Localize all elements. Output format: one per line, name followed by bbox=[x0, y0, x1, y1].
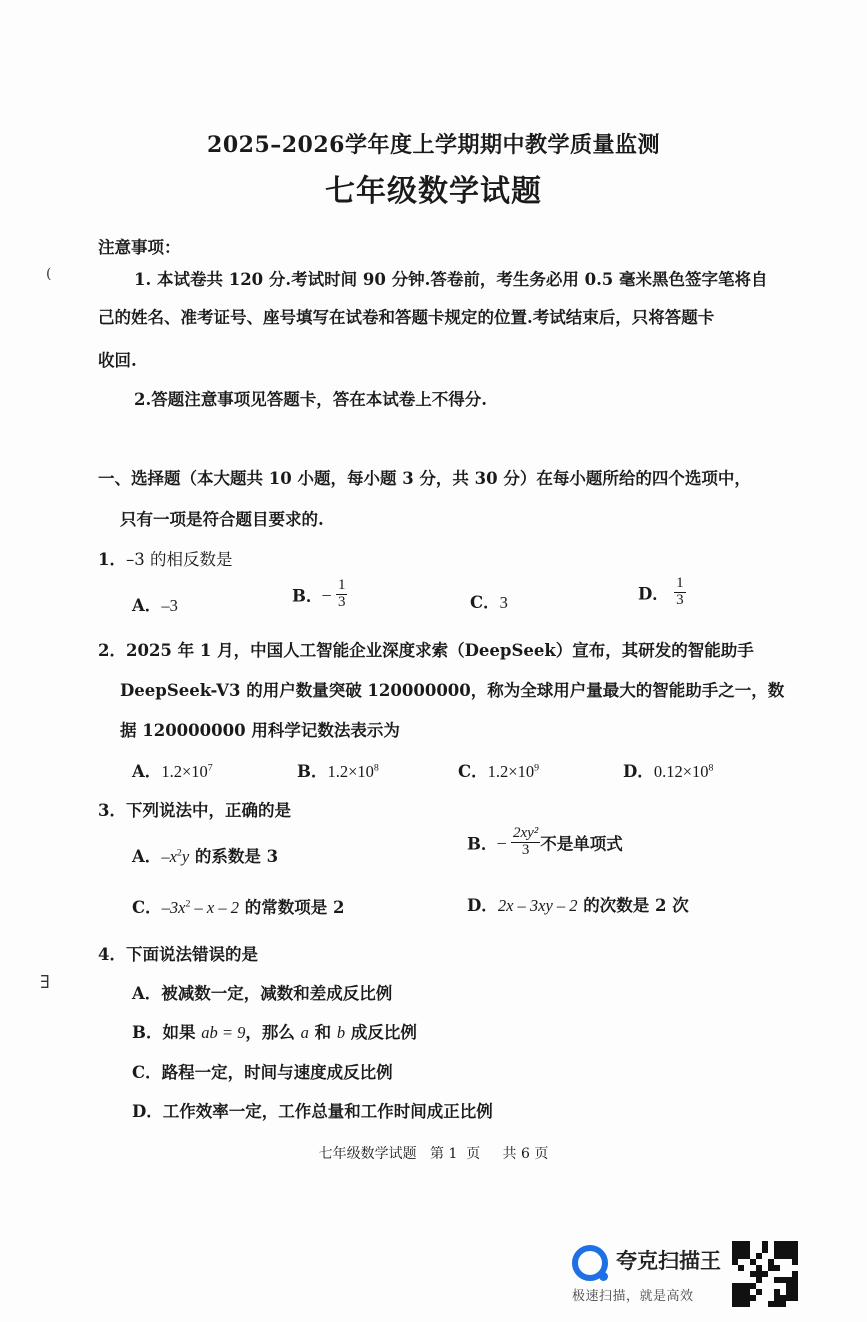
question-1 bbox=[98, 546, 232, 570]
option-label: A． bbox=[132, 847, 162, 866]
option-label: A． bbox=[132, 762, 162, 781]
option-label: D． bbox=[623, 762, 654, 781]
option-text: 的次数是 2 次 bbox=[577, 896, 689, 915]
option-sign: – bbox=[497, 832, 506, 852]
watermark-brand: 夸克扫描王 bbox=[616, 1249, 721, 1273]
numerator: 1 bbox=[337, 577, 346, 593]
q3-option-c bbox=[132, 894, 344, 918]
option-text: 不是单项式 bbox=[540, 834, 623, 854]
option-label: D． bbox=[638, 584, 669, 604]
math-expr: y bbox=[181, 847, 190, 866]
q1-option-d bbox=[638, 576, 686, 609]
math-expr: –x bbox=[161, 847, 177, 866]
math-var: b bbox=[336, 1023, 346, 1042]
q2-option-b bbox=[297, 758, 379, 782]
notice-item-2: 2.答题注意事项见答题卡，答在本试卷上不得分. bbox=[134, 390, 487, 409]
option-sign: – bbox=[322, 584, 331, 604]
math-expr: ab = 9 bbox=[201, 1023, 246, 1042]
option-label: D． bbox=[467, 896, 498, 915]
exponent: 8 bbox=[708, 762, 714, 774]
option-label: C． bbox=[458, 762, 488, 781]
option-text: 成反比例 bbox=[345, 1023, 417, 1042]
notice-item-1-cont: 己的姓名、准考证号、座号填写在试卷和答题卡规定的位置.考试结束后，只将答题卡 bbox=[98, 308, 715, 327]
fraction bbox=[336, 578, 348, 611]
option-text: 的常数项是 2 bbox=[238, 898, 345, 917]
notice-heading: 注意事项： bbox=[98, 238, 181, 257]
margin-mark: ( bbox=[46, 266, 52, 282]
option-label: A． bbox=[132, 596, 162, 615]
option-value: 1.2×10 bbox=[327, 762, 374, 781]
question-stem-cont: DeepSeek-V3 的用户数量突破 120000000，称为全球用户量最大的智能助手之一，数 bbox=[120, 681, 785, 700]
option-value: 3 bbox=[499, 593, 508, 612]
q4-option-a: A．被减数一定，减数和差成反比例 bbox=[132, 984, 393, 1003]
numerator: 1 bbox=[676, 575, 684, 591]
exponent: 7 bbox=[207, 762, 213, 774]
option-label: B． bbox=[292, 586, 323, 606]
q3-option-a bbox=[132, 843, 278, 867]
math-expr: –3x bbox=[161, 898, 186, 917]
denominator: 3 bbox=[337, 593, 346, 610]
option-text: 和 bbox=[308, 1023, 337, 1042]
math-expr: 2x – 3xy – 2 bbox=[497, 896, 578, 915]
exponent: 2 bbox=[176, 847, 182, 859]
question-4 bbox=[98, 941, 258, 965]
scanner-watermark bbox=[572, 1241, 802, 1307]
option-text: 的系数是 3 bbox=[189, 847, 279, 866]
question-stem: 下列说法中，正确的是 bbox=[125, 801, 291, 820]
question-number: 3． bbox=[98, 801, 126, 820]
exam-subtitle: 2025–2026学年度上学期期中教学质量监测 bbox=[207, 132, 660, 158]
q1-option-b bbox=[292, 578, 347, 611]
section-heading-cont: 只有一项是符合题目要求的. bbox=[120, 510, 324, 529]
fraction bbox=[674, 576, 686, 609]
question-number: 2． bbox=[98, 641, 126, 660]
question-stem: 2025 年 1 月，中国人工智能企业深度求索（DeepSeek）宣布，其研发的智能助手 bbox=[125, 641, 754, 660]
exponent: 2 bbox=[185, 898, 191, 910]
section-heading: 一、选择题（本大题共 10 小题，每小题 3 分，共 30 分）在每小题所给的四个选项中， bbox=[98, 469, 751, 488]
option-text: B．如果 bbox=[132, 1023, 202, 1042]
question-3 bbox=[98, 797, 291, 821]
question-stem: 下面说法错误的是 bbox=[125, 945, 258, 964]
option-label: B． bbox=[297, 762, 328, 781]
denominator: 3 bbox=[521, 841, 530, 858]
option-text: ，那么 bbox=[245, 1023, 301, 1042]
question-2 bbox=[98, 637, 754, 661]
qr-code-icon bbox=[732, 1241, 798, 1307]
quark-logo-icon bbox=[572, 1245, 608, 1281]
exam-title: 七年级数学试题 bbox=[325, 174, 542, 209]
numerator: 2xy² bbox=[512, 825, 539, 841]
q3-option-b bbox=[467, 826, 623, 859]
question-number: 4． bbox=[98, 945, 126, 964]
question-stem-cont: 据 120000000 用科学记数法表示为 bbox=[120, 721, 400, 740]
q2-option-c bbox=[458, 758, 539, 782]
margin-mark: ∃ bbox=[40, 972, 50, 993]
exponent: 8 bbox=[373, 762, 379, 774]
option-value: 1.2×10 bbox=[161, 762, 208, 781]
watermark-slogan: 极速扫描，就是高效 bbox=[572, 1289, 694, 1304]
question-stem: –3 的相反数是 bbox=[125, 550, 233, 569]
denominator: 3 bbox=[676, 591, 684, 608]
option-value: 0.12×10 bbox=[653, 762, 709, 781]
fraction bbox=[511, 826, 540, 859]
notice-item-1-cont: 收回. bbox=[98, 351, 137, 370]
q4-option-c: C．路程一定，时间与速度成反比例 bbox=[132, 1063, 393, 1082]
q4-option-d: D．工作效率一定，工作总量和工作时间成正比例 bbox=[132, 1102, 493, 1121]
option-value: –3 bbox=[161, 596, 178, 615]
question-number: 1． bbox=[98, 550, 126, 569]
q2-option-d bbox=[623, 758, 713, 782]
q1-option-c bbox=[470, 589, 508, 613]
q3-option-d bbox=[467, 892, 689, 916]
option-value: 1.2×10 bbox=[487, 762, 535, 781]
exponent: 9 bbox=[534, 762, 540, 774]
q2-option-a bbox=[132, 758, 213, 782]
math-var: a bbox=[300, 1023, 309, 1042]
math-expr: – x – 2 bbox=[190, 898, 239, 917]
option-label: C． bbox=[470, 593, 500, 612]
page-footer: 七年级数学试题 第 1 页 共 6 页 bbox=[318, 1146, 549, 1162]
q1-option-a bbox=[132, 592, 178, 616]
option-label: C． bbox=[132, 898, 162, 917]
notice-item-1: 1. 本试卷共 120 分.考试时间 90 分钟.答卷前，考生务必用 0.5 毫米黑色签字笔将自 bbox=[134, 270, 768, 289]
option-label: B． bbox=[467, 834, 498, 854]
q4-option-b bbox=[132, 1019, 417, 1043]
